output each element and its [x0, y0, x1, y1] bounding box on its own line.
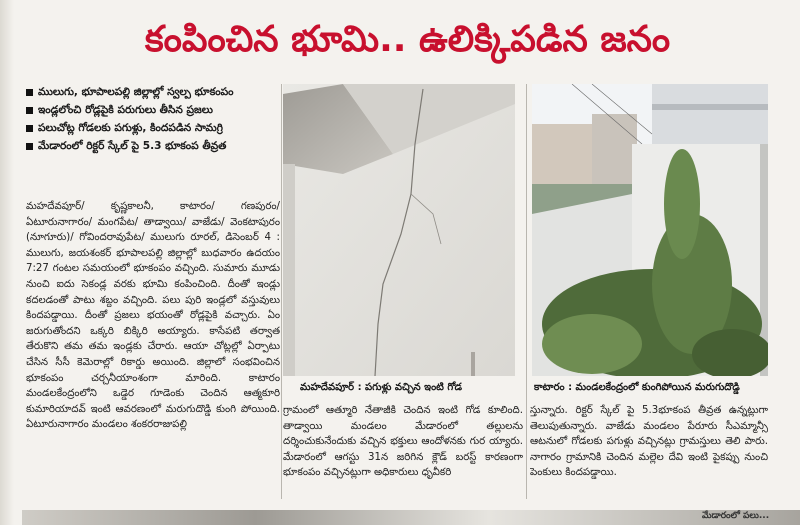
bottom-photo-strip: [22, 510, 800, 525]
garden-illustration: [532, 84, 768, 376]
article-column-1: మహదేవపూర్/ కృష్ణకాలనీ, కాటారం/ గణపురం/ ఏటూరునాగారం/ మంగపేట/ తాడ్వాయి/ వాజేడు/ వెంకటాపురం (నూగూరు)/ గోవిందరావుపేట/ ములుగు రూరల్, డిసెంబర్ 4 : ములుగు, జయశంకర్ భూపాలపల్లి జిల్లాల్లో బుధవారం ఉదయం 7:27 గంటల సమయంలో భూకంపం వచ్చింది. సుమారు మూడు నుంచి ఐదు సెకండ్ల వరకు భూమి కంపించింది. దీంతో ఇండ్లు కదలడంతో పాటు శబ్దం వచ్చింది. పలు పురి ఇండ్లలో వస్తువులు కిందపడ్డాయి. దీంతో ప్రజలు భయంతో రోడ్లపైకి వచ్చారు. ఏం జరుగుతోందని ఒక్కరి బిక్కిరి అయ్యారు. కాసేపటి తర్వాత తేరుకొని తమ తమ ఇండ్లకు చేరారు. ఆయా చోట్లల్లో ఏర్పాటు చేసిన సీసీ కెమెరాల్లో రికార్డు అయింది. జిల్లాలో సంభవించిన భూకంపం చర్చనీయాంశంగా మారింది. కాటారం మండలకేంద్రంలోని ఒడ్డెర గూడెంకు చెందిన ఆత్మకూరి కుమారియాదవ్ ఇంటి ఆవరణంలో మరుగుదొడ్డి కుంగి పోయింది. ఏటూరునాగారం మండలం శంకరరాజుపల్లి: [26, 201, 280, 431]
bullet-item: మేడారంలో రిక్టర్ స్కేల్ పై 5.3 భూకంప తీవ్రత: [26, 138, 280, 155]
bullet-item: ములుగు, భూపాలపల్లి జిల్లాల్లో స్వల్ప భూకంపం: [26, 84, 280, 101]
page-title: కంపించిన భూమి.. ఉలిక్కిపడిన జనం: [144, 19, 671, 60]
cracked-wall-illustration: [283, 84, 515, 376]
photo-caption: కాటారం : మండలకేంద్రంలో కుంగిపోయిన మరుగుదొడ్డి: [534, 382, 740, 393]
cracked-wall-photo: [283, 84, 515, 376]
bullet-list: [26, 84, 280, 156]
bullet-item: ఇండ్లలోంచి రోడ్లపైకి పరుగులు తీసిన ప్రజలు: [26, 102, 280, 119]
bullet-item: పలుచోట్ల గోడలకు పగుళ్లు, కిందపడిన సామగ్రి: [26, 120, 280, 137]
column-divider: [526, 84, 527, 499]
next-article-fragment: మేడారంలో పలు...: [702, 511, 770, 521]
article-column-2: గ్రామంలో ఆత్మూరి నేతాజీకి చెందిన ఇంటి గోడ కూలింది. తాడ్వాయి మండలం మేడారంలో తల్లులను దర్శించుకునేందుకు వచ్చిన భక్తులు ఆందోళనకు గుర య్యారు. మేడారంలో ఆగస్టు 31న జరిగిన క్లౌడ్ బరస్ట్ కారణంగా భూకంపం వచ్చినట్లుగా అధికారులు ధృవీకరి: [283, 405, 523, 479]
photo-caption: మహదేవపూర్ : పగుళ్లు వచ్చిన ఇంటి గోడ: [300, 382, 463, 393]
column-divider: [281, 84, 282, 499]
collapsed-toilet-photo: [532, 84, 768, 376]
page-edge: [0, 0, 14, 525]
article-column-3: స్తున్నారు. రిక్టర్ స్కేల్ పై 5.3భూకంప తీవ్రత ఉన్నట్లుగా తెలుపుతున్నారు. వాజేడు మండలం పేరూరు సీఎమ్మాన్సీ ఆటనులో గోడలకు పగుళ్లు వచ్చినట్లు గ్రామస్తులు తెలి పారు. నాగారం గ్రామానికి చెందిన మల్లెల దేవి ఇంటి పైకప్పు నుంచి పెంకులు కిందపడ్డాయి.: [530, 405, 768, 479]
